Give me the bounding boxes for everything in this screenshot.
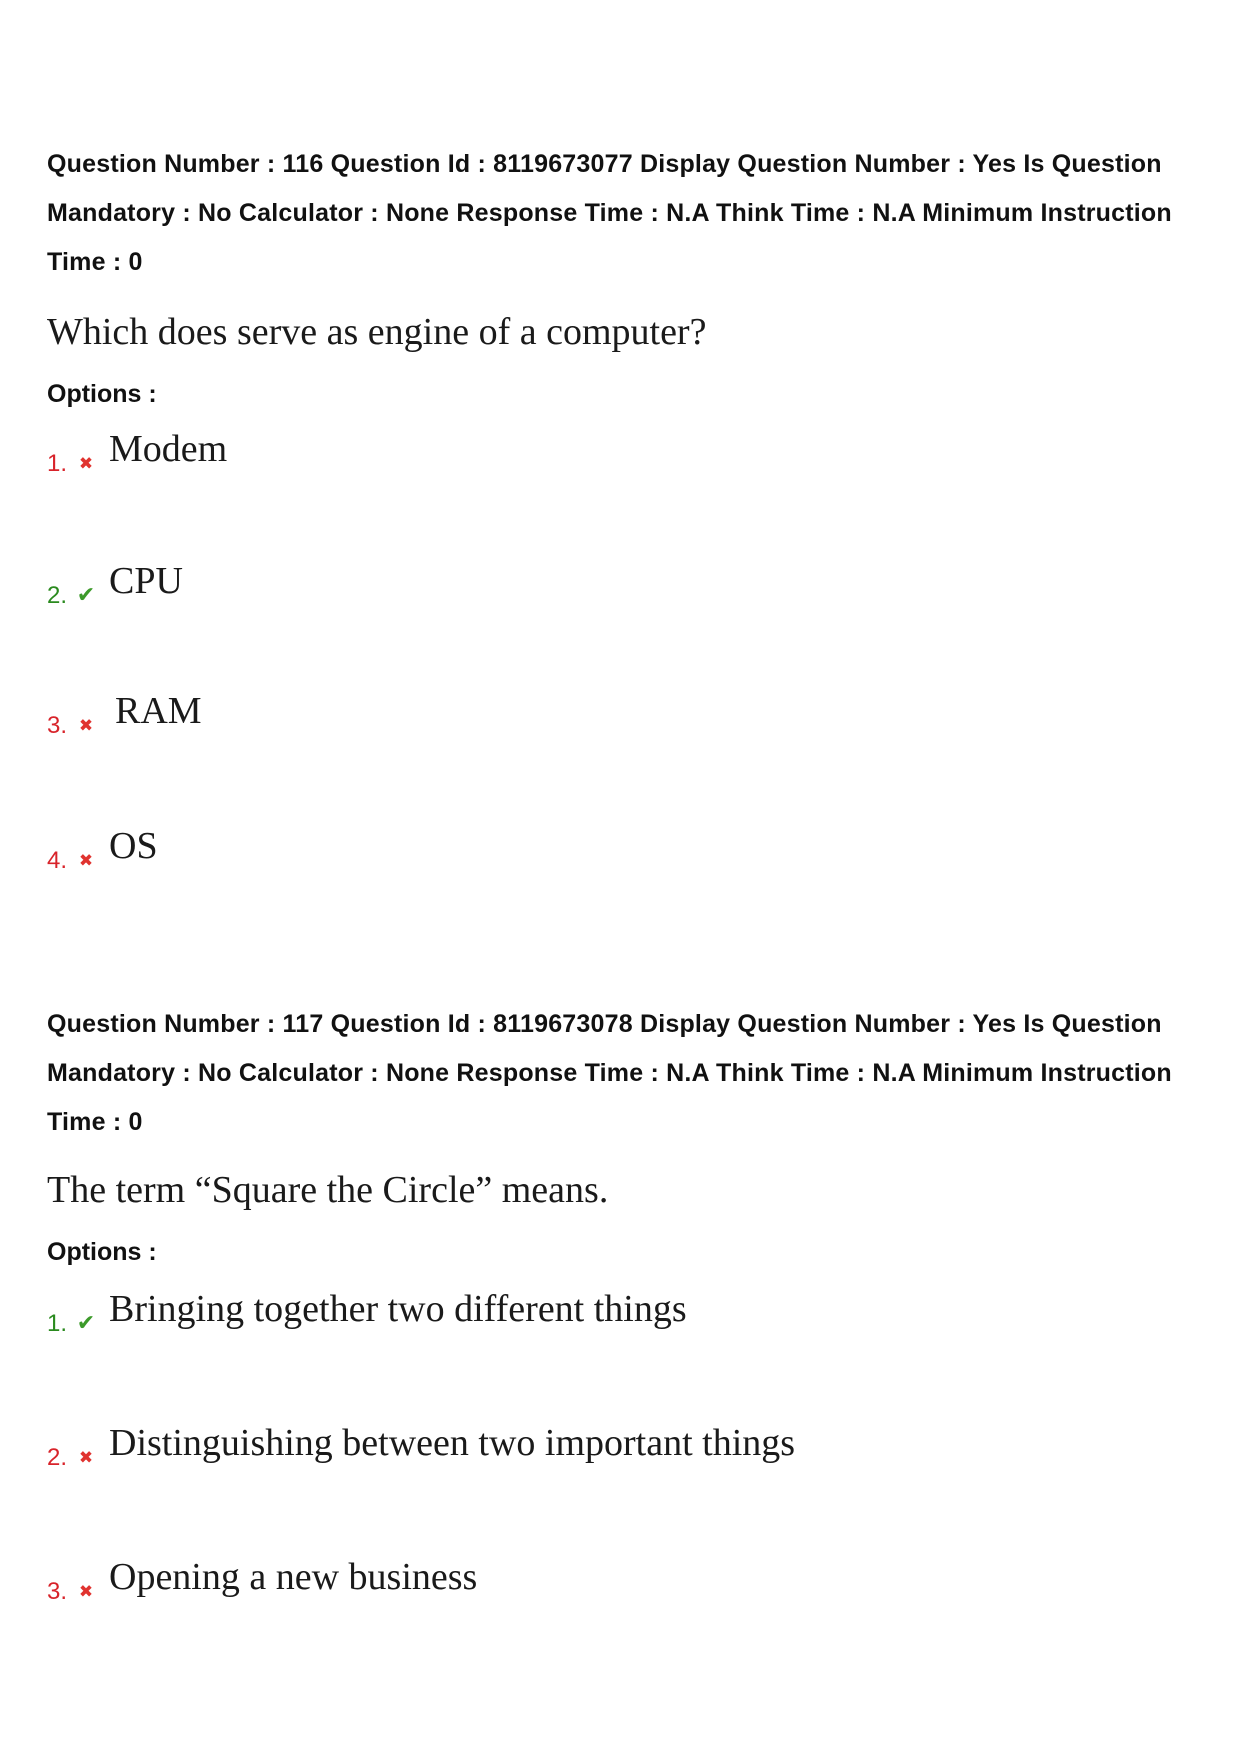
cross-icon: ✖ (78, 716, 94, 736)
question-meta-line: Question Number : 117 Question Id : 8119673078 Display Question Number : Yes Is Question (47, 1010, 1162, 1038)
option-item (47, 428, 228, 477)
question-meta-line: Question Number : 116 Question Id : 8119673077 Display Question Number : Yes Is Question (47, 150, 1162, 178)
option-number: 4. (47, 847, 68, 874)
option-number: 3. (47, 1578, 68, 1605)
option-text: OS (109, 825, 158, 867)
question-meta-line: Time : 0 (47, 248, 143, 276)
option-number: 3. (47, 712, 68, 739)
cross-icon: ✖ (78, 1448, 94, 1468)
question-block-116 (47, 140, 1207, 874)
question-block-117 (47, 1000, 1207, 1605)
option-text: Bringing together two different things (109, 1288, 687, 1330)
option-text: RAM (115, 690, 202, 732)
option-text: Modem (109, 428, 228, 470)
cross-icon: ✖ (78, 454, 94, 474)
question-meta-line: Mandatory : No Calculator : None Response Time : N.A Think Time : N.A Minimum Instruction (47, 199, 1172, 227)
question-text: The term “Square the Circle” means. (47, 1169, 609, 1211)
option-number: 1. (47, 1310, 68, 1337)
question-meta-line: Time : 0 (47, 1108, 143, 1136)
option-text: Distinguishing between two important things (109, 1422, 796, 1464)
cross-icon: ✖ (78, 1582, 94, 1602)
question-text: Which does serve as engine of a computer? (47, 311, 707, 353)
option-item (47, 1288, 687, 1337)
check-icon: ✔ (76, 1311, 96, 1336)
option-item (47, 1422, 796, 1471)
check-icon: ✔ (76, 583, 96, 608)
options-label: Options : (47, 1238, 157, 1266)
option-item (47, 690, 202, 739)
options-label: Options : (47, 380, 157, 408)
option-text: CPU (109, 560, 183, 602)
option-item (47, 1556, 478, 1605)
option-item (47, 560, 183, 609)
option-number: 2. (47, 1444, 68, 1471)
option-number: 1. (47, 450, 68, 477)
question-meta-line: Mandatory : No Calculator : None Response Time : N.A Think Time : N.A Minimum Instruction (47, 1059, 1172, 1087)
option-number: 2. (47, 582, 68, 609)
option-text: Opening a new business (109, 1556, 478, 1598)
option-item (47, 825, 158, 874)
cross-icon: ✖ (78, 851, 94, 871)
